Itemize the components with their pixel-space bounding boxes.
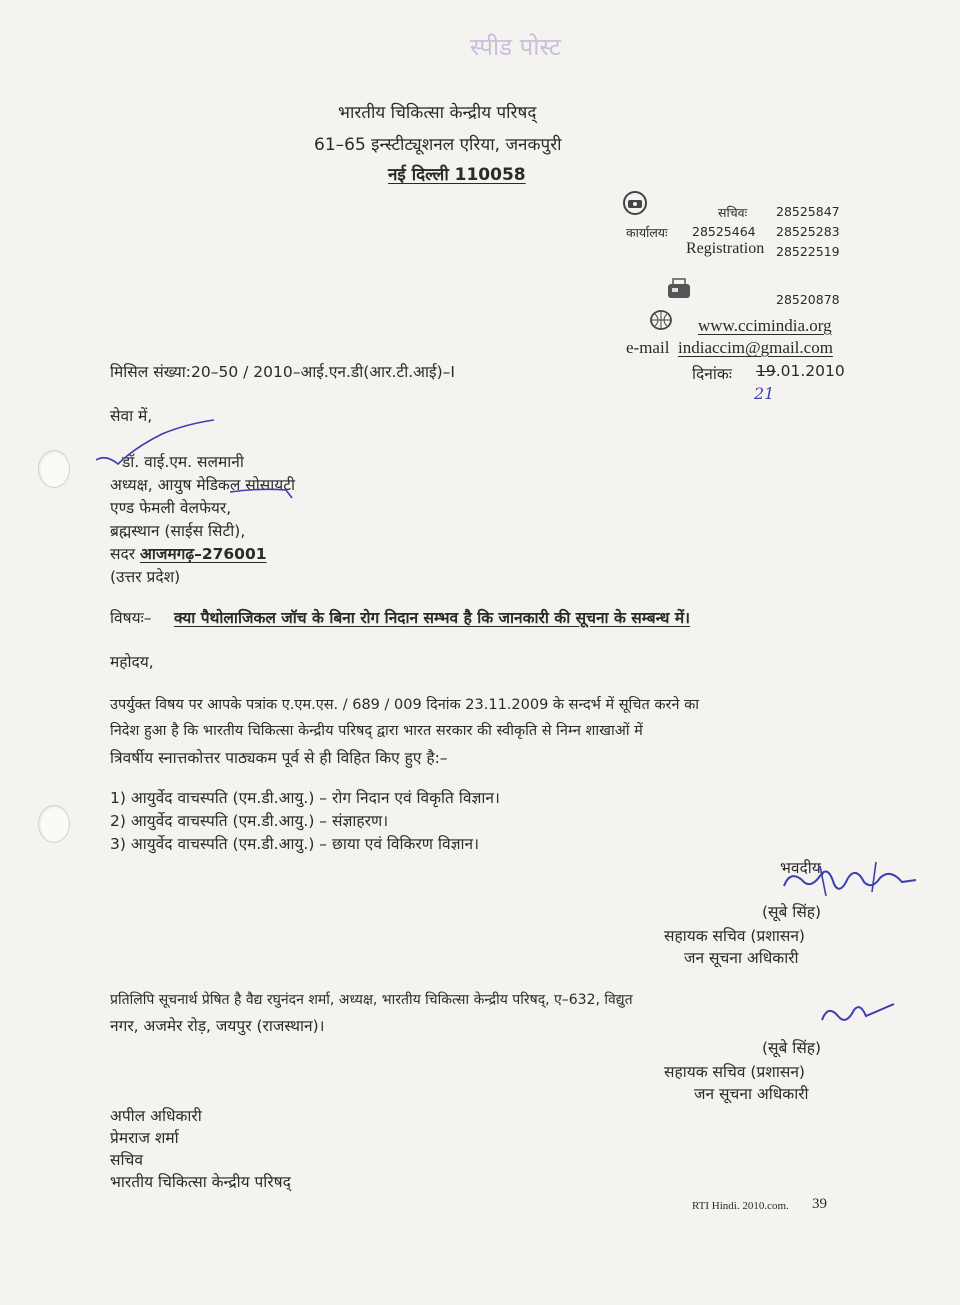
org-city: नई दिल्ली 110058 (388, 165, 526, 185)
salutation-to: सेवा में, (110, 407, 153, 425)
handwritten-date-correction: 21 (754, 384, 775, 403)
copy-signatory-designation: सहायक सचिव (प्रशासन) (664, 1063, 805, 1081)
punch-hole-bottom (38, 805, 70, 843)
file-number: मिसिल संख्या:20–50 / 2010–आई.एन.डी(आर.टी.आई)–I (110, 363, 455, 381)
org-name: भारतीय चिकित्सा केन्द्रीय परिषद् (338, 103, 537, 123)
course-item-2: 2) आयुर्वेद वाचस्पति (एम.डी.आयु.) – संज्ञाहरण। (110, 812, 389, 830)
date-value (756, 362, 845, 380)
email-label: e-mail (626, 338, 670, 357)
secretary-phone-label: सचिवः (718, 205, 748, 220)
fax-icon (664, 276, 696, 304)
recipient-line-4: ब्रह्मस्थान (साईस सिटी), (110, 522, 246, 540)
recipient-city-prefix: सदर (110, 545, 136, 563)
copy-to-line-2: नगर, अजमेर रोड़, जयपुर (राजस्थान)। (110, 1017, 325, 1035)
signatory-name: (सूबे सिंह) (762, 903, 822, 921)
recipient-city: आजमगढ़–276001 (140, 545, 267, 563)
copy-signatory-role: जन सूचना अधिकारी (694, 1085, 809, 1103)
registration-label: Registration (686, 240, 765, 257)
telephone-icon (620, 188, 650, 218)
handwritten-initials (818, 998, 898, 1032)
date-label: दिनांकः (692, 365, 732, 383)
appellate-name: प्रेमराज शर्मा (110, 1129, 179, 1147)
body-line-2: निदेश हुआ है कि भारतीय चिकित्सा केन्द्रीय परिषद् द्वारा भारत सरकार की स्वीकृति से निम्न शाखाओं में (110, 723, 643, 739)
fax-number: 28520878 (776, 292, 840, 307)
recipient-line-2: अध्यक्ष, आयुष मेडिकल सोसायटी (110, 476, 296, 494)
closing: भवदीय, (780, 859, 826, 877)
subject-text: क्या पैथोलाजिकल जॉच के बिना रोग निदान सम्भव है कि जानकारी की सूचना के सम्बन्ध में। (174, 609, 690, 627)
subject-label: विषयः– (110, 609, 152, 627)
date-struck-day: 19 (756, 362, 776, 380)
office-phone-label: कार्यालयः (626, 225, 668, 240)
course-item-3: 3) आयुर्वेद वाचस्पति (एम.डी.आयु.) – छाया एवं विकिरण विज्ञान। (110, 835, 479, 853)
punch-hole-top (38, 450, 70, 488)
handwritten-signature (780, 856, 920, 906)
copy-to-line-1: प्रतिलिपि सूचनार्थ प्रेषित है वैद्य रघुनंदन शर्मा, अध्यक्ष, भारतीय चिकित्सा केन्द्रीय परिषद्, ए–632, विद्युत (110, 992, 633, 1008)
email-link[interactable]: indiaccim@gmail.com (678, 338, 833, 357)
recipient-line-5 (110, 542, 267, 564)
secretary-phone: 28525847 (776, 204, 840, 219)
footer-source: RTI Hindi. 2010.com. (692, 1200, 789, 1212)
greeting: महोदय, (110, 653, 154, 671)
recipient-line-6: (उत्तर प्रदेश) (110, 568, 181, 586)
body-line-1: उपर्युक्त विषय पर आपके पत्रांक ए.एम.एस. / 689 / 009 दिनांक 23.11.2009 के सन्दर्भ में सूचित करने का (110, 697, 699, 713)
speed-post-stamp: स्पीड पोस्ट (470, 33, 561, 61)
office-phone-1: 28525464 (692, 224, 756, 239)
copy-signatory-name: (सूबे सिंह) (762, 1039, 822, 1057)
website-link[interactable]: www.ccimindia.org (698, 316, 832, 335)
signatory-role: जन सूचना अधिकारी (684, 949, 799, 967)
body-line-3: त्रिवर्षीय स्नात्तकोत्तर पाठ्यकम पूर्व से ही विहित किए हुए है:– (110, 749, 448, 767)
handwritten-tick-mark (94, 418, 224, 468)
recipient-line-1: डॉ. वाई.एम. सलमानी (122, 453, 244, 471)
appellate-designation: सचिव (110, 1151, 143, 1169)
page-number: 39 (812, 1196, 827, 1212)
globe-icon (648, 308, 674, 332)
handwritten-underline-mark (228, 486, 298, 502)
org-address: 61–65 इन्स्टीट्यूशनल एरिया, जनकपुरी (314, 135, 562, 155)
date-rest: .01.2010 (775, 362, 845, 380)
appellate-heading: अपील अधिकारी (110, 1107, 202, 1125)
course-item-1: 1) आयुर्वेद वाचस्पति (एम.डी.आयु.) – रोग निदान एवं विकृति विज्ञान। (110, 789, 500, 807)
office-phone-2: 28525283 (776, 224, 840, 239)
registration-phone: 28522519 (776, 244, 840, 259)
signatory-designation: सहायक सचिव (प्रशासन) (664, 927, 805, 945)
appellate-org: भारतीय चिकित्सा केन्द्रीय परिषद् (110, 1173, 291, 1191)
recipient-line-3: एण्ड फेमली वेलफेयर, (110, 499, 232, 517)
